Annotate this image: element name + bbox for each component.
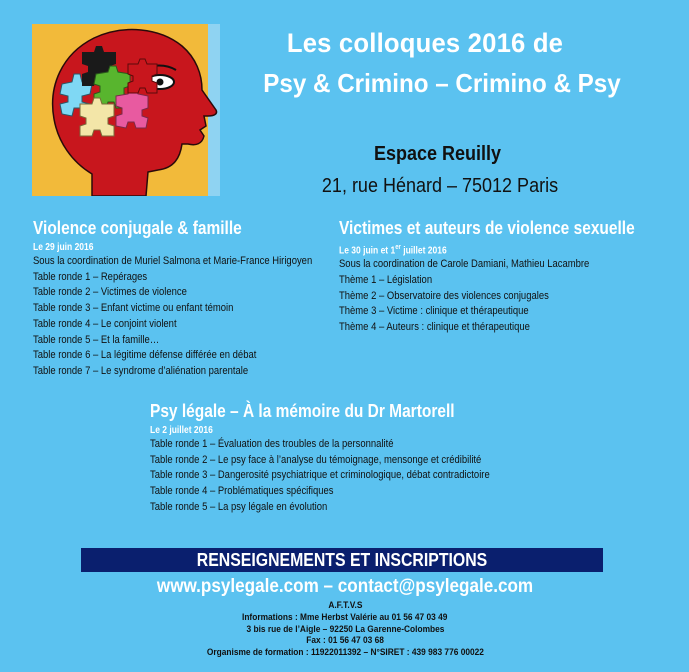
section-title: Psy légale – À la mémoire du Dr Martorell <box>150 401 455 421</box>
registration-info: Organisme de formation : 11922011392 – N°SIRET : 439 983 776 00022 <box>206 647 484 659</box>
logo <box>32 24 220 196</box>
info-contact: Informations : Mme Herbst Valérie au 01 56 47 03 49 <box>242 611 448 623</box>
list-item: Table ronde 6 – La légitime défense différée en débat <box>33 349 257 362</box>
list-item: Table ronde 2 – Victimes de violence <box>33 286 187 299</box>
web-contact-link[interactable]: www.psylegale.com – contact@psylegale.com <box>156 576 534 597</box>
page-title: Les colloques 2016 de <box>286 28 564 58</box>
list-item: Table ronde 1 – Repérages <box>33 270 148 283</box>
section-violence-sexuelle <box>339 218 683 336</box>
list-item: Table ronde 5 – La psy légale en évolution <box>150 500 328 513</box>
list-item: Table ronde 5 – Et la famille… <box>33 333 160 346</box>
contact-info <box>150 600 540 659</box>
list-item: Table ronde 3 – Enfant victime ou enfant témoin <box>33 302 234 315</box>
list-item: Sous la coordination de Muriel Salmona et Marie-France Hirigoyen <box>33 255 313 267</box>
org-name: A.F.T.V.S <box>327 600 363 611</box>
section-violence-conjugale <box>33 218 358 380</box>
list-item: Thème 2 – Observatoire des violences conjugales <box>339 289 549 302</box>
fax-number: Fax : 01 56 47 03 68 <box>306 635 384 647</box>
list-item: Table ronde 1 – Évaluation des troubles de la personnalité <box>150 438 394 450</box>
section-date: Le 2 juillet 2016 <box>150 425 213 436</box>
venue-address: 21, rue Hénard – 75012 Paris <box>321 175 559 197</box>
list-item: Table ronde 2 – Le psy face à l’analyse du témoignage, mensonge et crédibilité <box>150 453 482 466</box>
list-item: Sous la coordination de Carole Damiani, Mathieu Lacambre <box>339 258 590 271</box>
list-item: Table ronde 7 – Le syndrome d’aliénation parentale <box>33 364 249 377</box>
section-date: Le 29 juin 2016 <box>33 242 94 253</box>
list-item: Table ronde 4 – Le conjoint violent <box>33 317 177 330</box>
section-title: Violence conjugale & famille <box>33 218 242 238</box>
venue-name: Espace Reuilly <box>373 143 502 165</box>
section-psy-legale <box>150 401 545 516</box>
section-title: Victimes et auteurs de violence sexuelle <box>339 218 635 238</box>
list-item: Table ronde 4 – Problématiques spécifiques <box>150 485 334 498</box>
postal-address: 3 bis rue de l’Aigle – 92250 La Garenne-Colombes <box>246 623 444 635</box>
list-item: Thème 1 – Législation <box>339 274 433 287</box>
list-item: Thème 3 – Victime : clinique et thérapeutique <box>339 305 529 318</box>
page-subtitle: Psy & Crimino – Crimino & Psy <box>263 68 621 98</box>
list-item: Thème 4 – Auteurs : clinique et thérapeutique <box>339 321 530 334</box>
list-item: Table ronde 3 – Dangerosité psychiatrique et criminologique, débat contradictoire <box>150 469 490 482</box>
head-puzzle-icon <box>32 24 220 196</box>
section-date: Le 30 juin et 1er juillet 2016 <box>339 244 447 257</box>
registration-banner: RENSEIGNEMENTS ET INSCRIPTIONS <box>81 548 603 572</box>
